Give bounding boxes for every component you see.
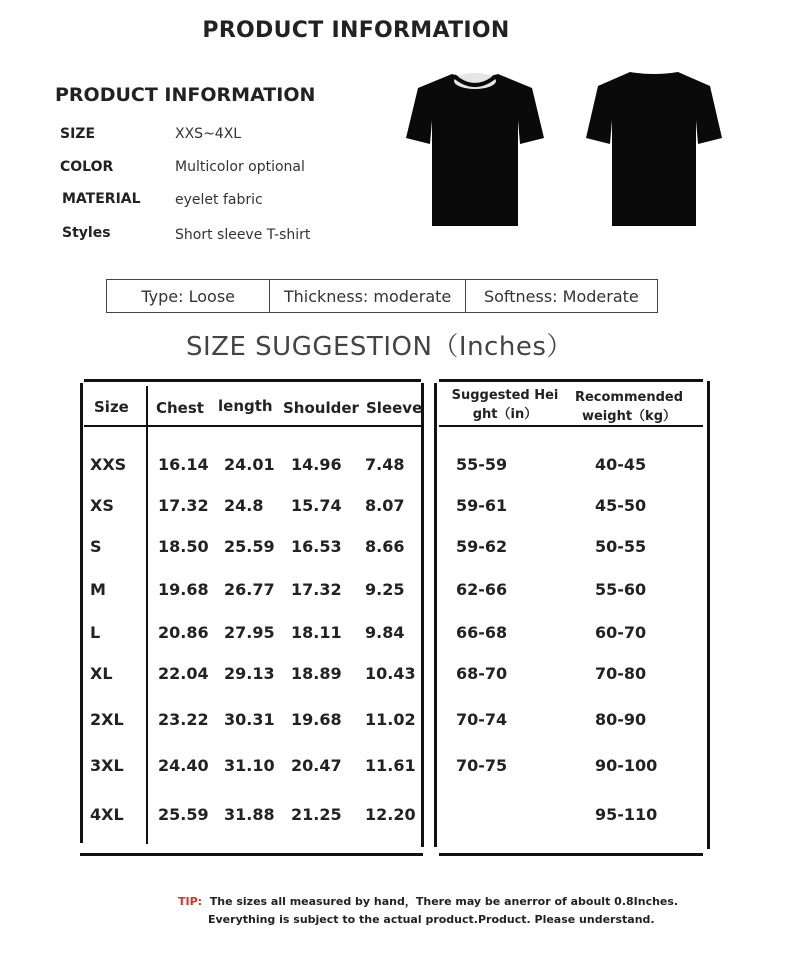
- spec-label-size: SIZE: [60, 126, 96, 142]
- header-sleeve: Sleeve: [366, 399, 423, 417]
- cell-weight: 90-100: [595, 756, 658, 775]
- cell-length: 24.01: [224, 455, 275, 474]
- tshirt-back-image: [584, 68, 724, 232]
- cell-weight: 80-90: [595, 710, 647, 729]
- cell-size: L: [90, 623, 101, 642]
- cell-size: XS: [90, 496, 114, 515]
- cell-weight: 40-45: [595, 455, 647, 474]
- spec-value-size: XXS~4XL: [175, 126, 242, 142]
- header-shoulder: Shoulder: [283, 399, 359, 417]
- spec-value-material: eyelet fabric: [175, 192, 263, 208]
- cell-chest: 20.86: [158, 623, 209, 642]
- size-suggestion-title: SIZE SUGGESTION（Inches）: [186, 332, 573, 362]
- tip-line-1: [178, 893, 678, 911]
- cell-height: 66-68: [456, 623, 508, 642]
- cell-sleeve: 11.02: [365, 710, 416, 729]
- cell-shoulder: 20.47: [291, 756, 342, 775]
- cell-length: 27.95: [224, 623, 275, 642]
- cell-chest: 23.22: [158, 710, 209, 729]
- cell-height: 59-62: [456, 537, 508, 556]
- cell-weight: 55-60: [595, 580, 647, 599]
- cell-shoulder: 18.11: [291, 623, 342, 642]
- table-right-border: [707, 381, 710, 849]
- tip-text-2: Everything is subject to the actual product.Product. Please understand.: [208, 913, 655, 926]
- cell-shoulder: 15.74: [291, 496, 342, 515]
- cell-length: 29.13: [224, 664, 275, 683]
- table-size-divider: [146, 386, 148, 844]
- table-top-line-left: [84, 379, 421, 382]
- cell-weight: 50-55: [595, 537, 647, 556]
- cell-chest: 24.40: [158, 756, 209, 775]
- cell-size: 2XL: [90, 710, 124, 729]
- cell-length: 31.88: [224, 805, 275, 824]
- cell-weight: 95-110: [595, 805, 658, 824]
- cell-sleeve: 9.25: [365, 580, 405, 599]
- spec-value-color: Multicolor optional: [175, 159, 305, 175]
- table-top-line-right: [439, 379, 703, 382]
- cell-chest: 25.59: [158, 805, 209, 824]
- cell-chest: 19.68: [158, 580, 209, 599]
- cell-chest: 16.14: [158, 455, 209, 474]
- tip-note: [178, 893, 678, 929]
- cell-chest: 18.50: [158, 537, 209, 556]
- cell-sleeve: 10.43: [365, 664, 416, 683]
- cell-size: 3XL: [90, 756, 124, 775]
- cell-height: 62-66: [456, 580, 508, 599]
- spec-label-styles: Styles: [62, 225, 111, 241]
- cell-size: S: [90, 537, 102, 556]
- header-size: Size: [94, 398, 129, 416]
- cell-chest: 17.32: [158, 496, 209, 515]
- cell-shoulder: 16.53: [291, 537, 342, 556]
- header-weight-line2: weight（kg）: [581, 409, 676, 424]
- cell-sleeve: 11.61: [365, 756, 416, 775]
- table-bottom-line-left: [80, 853, 423, 856]
- cell-shoulder: 17.32: [291, 580, 342, 599]
- table-middle-border-right: [434, 383, 437, 847]
- tag-thickness: Thickness: moderate: [270, 280, 465, 312]
- cell-weight: 70-80: [595, 664, 647, 683]
- cell-height: 70-75: [456, 756, 508, 775]
- tshirt-front-image: [404, 68, 546, 232]
- cell-weight: 45-50: [595, 496, 647, 515]
- cell-sleeve: 7.48: [365, 455, 405, 474]
- spec-label-color: COLOR: [60, 159, 114, 175]
- tag-type: Type: Loose: [107, 280, 270, 312]
- table-bottom-line-right: [439, 853, 703, 856]
- header-height-line1: Suggested Hei: [451, 388, 559, 403]
- cell-height: 68-70: [456, 664, 508, 683]
- cell-height: 70-74: [456, 710, 508, 729]
- cell-length: 31.10: [224, 756, 275, 775]
- cell-height: 59-61: [456, 496, 508, 515]
- header-chest: Chest: [156, 399, 204, 417]
- cell-sleeve: 9.84: [365, 623, 405, 642]
- header-height: [449, 386, 561, 424]
- cell-shoulder: 14.96: [291, 455, 342, 474]
- tag-softness: Softness: Moderate: [483, 286, 639, 306]
- header-length: length: [218, 397, 273, 415]
- cell-length: 26.77: [224, 580, 275, 599]
- spec-label-material: MATERIAL: [62, 191, 141, 207]
- cell-sleeve: 8.66: [365, 537, 405, 556]
- cell-size: XXS: [90, 455, 127, 474]
- cell-length: 25.59: [224, 537, 275, 556]
- table-header-line-left: [84, 425, 421, 427]
- header-weight: [570, 388, 688, 426]
- cell-size: 4XL: [90, 805, 124, 824]
- cell-shoulder: 21.25: [291, 805, 342, 824]
- cell-sleeve: 8.07: [365, 496, 405, 515]
- cell-length: 30.31: [224, 710, 275, 729]
- spec-value-styles: Short sleeve T-shirt: [175, 227, 311, 243]
- header-height-line2: ght（in）: [472, 407, 538, 422]
- cell-height: 55-59: [456, 455, 508, 474]
- cell-size: M: [90, 580, 106, 599]
- table-middle-border-left: [421, 383, 424, 847]
- tip-label: TIP:: [178, 895, 203, 908]
- page-title: PRODUCT INFORMATION: [202, 18, 510, 43]
- fabric-attributes-bar: [106, 279, 658, 313]
- cell-size: XL: [90, 664, 113, 683]
- cell-length: 24.8: [224, 496, 264, 515]
- cell-shoulder: 19.68: [291, 710, 342, 729]
- product-info-heading: PRODUCT INFORMATION: [55, 84, 316, 106]
- table-left-border: [80, 383, 83, 843]
- header-weight-line1: Recommended: [574, 390, 684, 405]
- tip-text-1: The sizes all measured by hand，There may be anerror of aboult 0.8Inches.: [209, 895, 679, 908]
- cell-shoulder: 18.89: [291, 664, 342, 683]
- cell-weight: 60-70: [595, 623, 647, 642]
- cell-chest: 22.04: [158, 664, 209, 683]
- cell-sleeve: 12.20: [365, 805, 416, 824]
